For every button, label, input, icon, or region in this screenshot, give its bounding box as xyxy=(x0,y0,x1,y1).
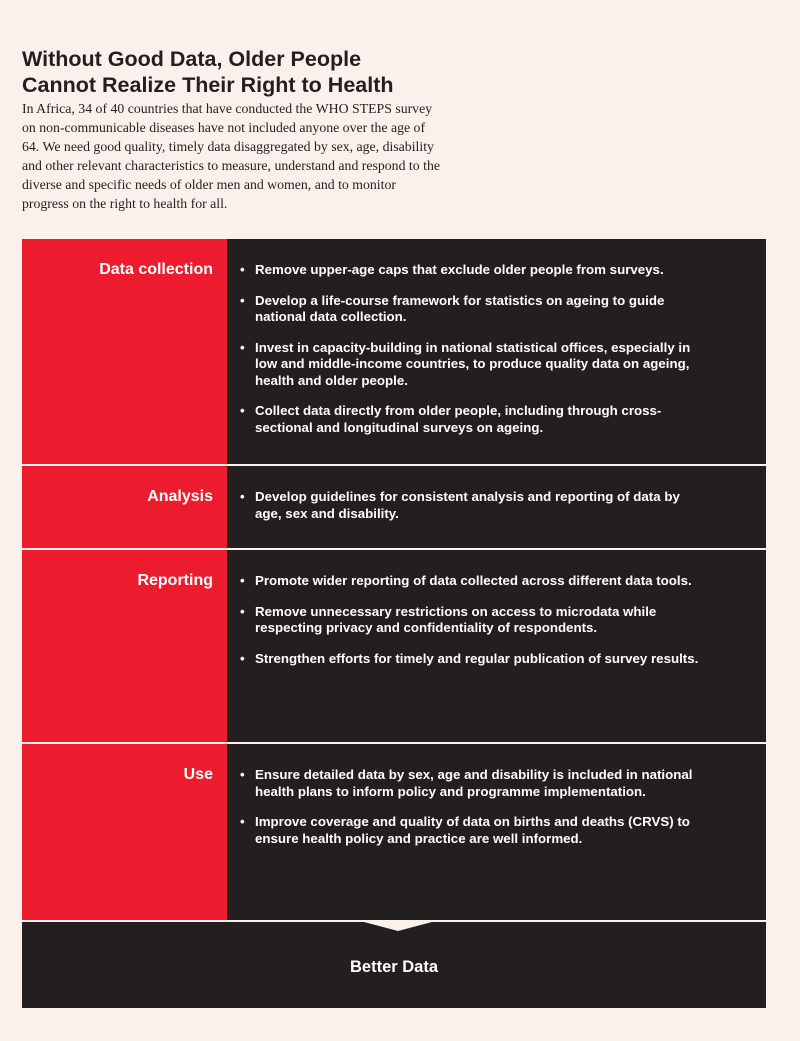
stage-items xyxy=(240,262,710,450)
stage-items xyxy=(240,767,710,861)
list-item xyxy=(240,262,710,279)
bullet-icon: • xyxy=(240,403,245,418)
list-item-text: Improve coverage and quality of data on births and deaths (CRVS) to ensure health policy and practice are well informed. xyxy=(255,814,690,846)
page-title xyxy=(22,46,442,98)
list-item-text: Remove upper-age caps that exclude older people from surveys. xyxy=(255,262,664,277)
stage-label-panel xyxy=(22,466,227,548)
stage-label: Analysis xyxy=(147,488,213,505)
stage-label-panel xyxy=(22,550,227,742)
list-item-text: Develop guidelines for consistent analysis and reporting of data by age, sex and disability. xyxy=(255,489,680,521)
list-item xyxy=(240,767,710,800)
list-item xyxy=(240,340,710,390)
list-item-text: Invest in capacity-building in national statistical offices, especially in low and middle-income countries, to produce quality data on ageing, health and older people. xyxy=(255,339,691,388)
list-item xyxy=(240,573,710,590)
stage-items xyxy=(240,573,710,681)
list-item-text: Collect data directly from older people, including through cross-sectional and longitudinal surveys on ageing. xyxy=(255,403,662,435)
stage-analysis xyxy=(22,466,766,548)
bullet-icon: • xyxy=(240,339,245,355)
list-item-text: Ensure detailed data by sex, age and disability is included in national health plans to inform policy and programme implementation. xyxy=(255,767,693,799)
stage-items xyxy=(240,489,710,536)
bullet-icon: • xyxy=(240,262,245,277)
list-item-text: Strengthen efforts for timely and regular publication of survey results. xyxy=(255,650,699,666)
bullet-icon: • xyxy=(240,767,245,782)
bullet-icon: • xyxy=(240,489,245,504)
stage-label-panel xyxy=(22,744,227,920)
stage-label: Data collection xyxy=(99,261,213,278)
stage-label: Reporting xyxy=(137,572,213,589)
intro-paragraph: In Africa, 34 of 40 countries that have conducted the WHO STEPS survey on non-communicable diseases have not included anyone over the age of 64. We need good quality, timely data disaggregated by sex, age, disability and other relevant characteristics to measure, understand and respond to the diverse and specific needs of older men and women, and to monitor progress on the right to health for all. xyxy=(22,101,440,211)
list-item xyxy=(240,814,710,847)
list-item xyxy=(240,489,710,522)
list-item-text: Promote wider reporting of data collected across different data tools. xyxy=(255,573,692,588)
list-item xyxy=(240,604,710,637)
list-item-text: Remove unnecessary restrictions on access to microdata while respecting privacy and confidentiality of respondents. xyxy=(255,603,657,635)
stage-label-panel xyxy=(22,239,227,464)
list-item xyxy=(240,403,710,436)
list-item-text: Develop a life-course framework for statistics on ageing to guide national data collection. xyxy=(255,292,665,324)
bullet-icon: • xyxy=(240,603,245,619)
result-box xyxy=(22,922,766,1008)
stage-label: Use xyxy=(183,766,213,783)
title-line-2: Cannot Realize Their Right to Health xyxy=(22,73,394,97)
list-item xyxy=(240,293,710,326)
stage-reporting xyxy=(22,550,766,742)
stage-data-collection xyxy=(22,239,766,464)
title-line-1: Without Good Data, Older People xyxy=(22,47,362,71)
bullet-icon: • xyxy=(240,292,245,308)
bullet-icon: • xyxy=(240,814,245,829)
bullet-icon: • xyxy=(240,650,245,666)
bullet-icon: • xyxy=(240,573,245,588)
stage-use xyxy=(22,744,766,920)
result-label: Better Data xyxy=(349,958,439,976)
flow-arrow-icon xyxy=(364,922,432,931)
list-item xyxy=(240,651,710,668)
